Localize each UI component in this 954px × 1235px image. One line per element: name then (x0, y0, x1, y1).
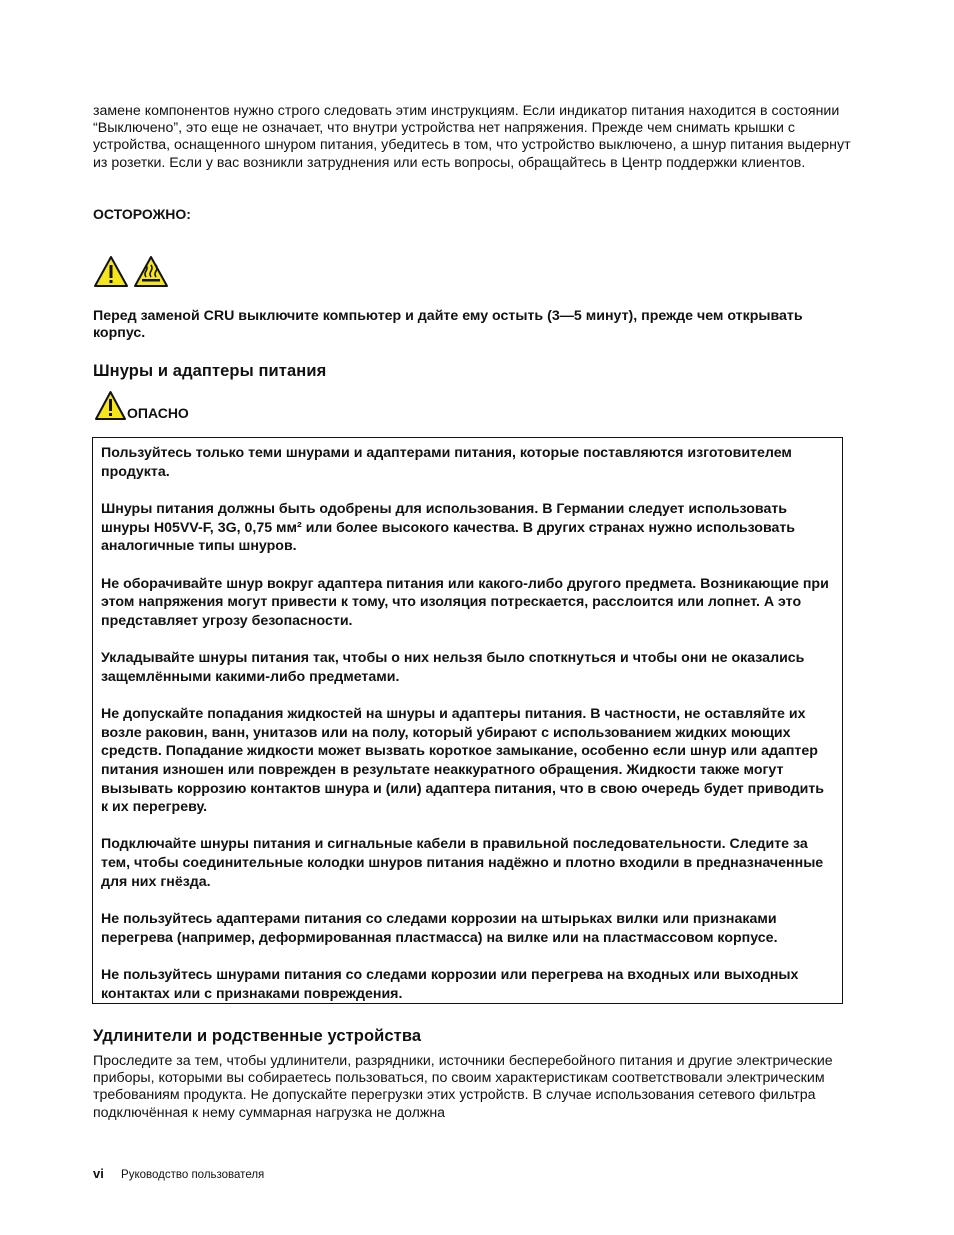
caution-icons (93, 255, 169, 289)
danger-paragraph: Укладывайте шнуры питания так, чтобы о них нельзя было споткнуться и чтобы они не оказались защемлёнными какими-либо предметами. (101, 650, 805, 685)
intro-paragraph: замене компонентов нужно строго следовать этим инструкциям. Если индикатор питания находится в состоянии “Выключено”, это еще не означает, что внутри устройства нет напряжения. Прежде чем снимать крышки с устройства, оснащенного шнуром питания, убедитесь в том, что устройство выключено, а шнур питания выдернут из розетки. Если у вас возникли затруднения или есть вопросы, обращайтесь в Центр поддержки клиентов. (93, 103, 851, 171)
danger-paragraph: Пользуйтесь только теми шнурами и адаптерами питания, которые поставляются изготовителем продукта. (101, 445, 792, 480)
page-number: vi (93, 1166, 104, 1181)
caution-text: Перед заменой CRU выключите компьютер и дайте ему остыть (3—5 минут), прежде чем открывать корпус. (93, 308, 803, 342)
warning-triangle-icon (93, 255, 129, 289)
extensions-paragraph: Проследите за тем, чтобы удлинители, разрядники, источники бесперебойного питания и другие электрические приборы, которыми вы собираетесь пользоваться, по своим характеристикам соответствовали электрическим требованиям продукта. Не допускайте перегрузки этих устройств. В случае использования сетевого фильтра подключённая к нему суммарная нагрузка не должна (93, 1053, 833, 1121)
danger-paragraph: Не пользуйтесь шнурами питания со следами коррозии или перегрева на входных или выходных контактах или с признаками повреждения. (101, 967, 799, 1002)
danger-paragraph: Не оборачивайте шнур вокруг адаптера питания или какого-либо другого предмета. Возникающие при этом напряжения могут привести к тому, что изоляция потрескается, расслоится или лопнет. А это представляет угрозу безопасности. (101, 575, 829, 629)
page-footer (93, 1166, 264, 1181)
danger-paragraph: Подключайте шнуры питания и сигнальные кабели в правильной последовательности. Следите за тем, чтобы соединительные колодки шнуров питания надёжно и плотно входили в предназначенные для них гнёзда. (101, 836, 824, 890)
danger-paragraph: Не пользуйтесь адаптерами питания со следами коррозии на штырьках вилки или признаками перегрева (например, деформированная пластмасса) на вилке или на пластмассовом корпусе. (101, 911, 778, 946)
extensions-heading: Удлинители и родственные устройства (93, 1027, 422, 1045)
power-cords-heading: Шнуры и адаптеры питания (93, 362, 327, 380)
danger-triangle-icon (94, 390, 127, 421)
hot-surface-icon (133, 255, 169, 289)
caution-label: ОСТОРОЖНО: (93, 206, 191, 222)
danger-paragraph: Шнуры питания должны быть одобрены для использования. В Германии следует использовать шнуры H05VV-F, 3G, 0,75 мм² или более высокого качества. В других странах нужно использовать аналогичные типы шнуров. (101, 500, 796, 555)
danger-label: ОПАСНО (127, 405, 189, 421)
footer-title: Руководство пользователя (121, 1169, 265, 1181)
danger-notice-box (92, 437, 843, 1004)
danger-paragraph: Не допускайте попадания жидкостей на шнуры и адаптеры питания. В частности, не оставляйте их возле раковин, ванн, унитазов или на полу, который убирают с использованием жидких моющих средств. Попадание жидкости может вызвать короткое замыкание, особенно если шнур или адаптер питания изношен или поврежден в результате неаккуратного обращения. Жидкости также могут вызывать коррозию контактов шнура и (или) адаптера питания, что в свою очередь будет приводить к их перегреву. (101, 706, 824, 816)
